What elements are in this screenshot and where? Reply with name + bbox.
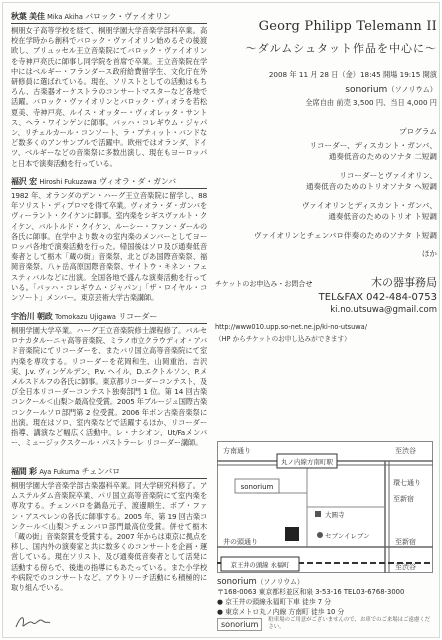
concert-date: 2008 年 11 月 28 日（金）18:45 開場 19:15 開演 bbox=[268, 70, 437, 79]
venue-marker bbox=[285, 527, 299, 541]
access-map bbox=[217, 441, 433, 573]
label-station-eifukucho: 京王井の頭線 永福町 bbox=[230, 562, 290, 569]
performer-roman: Hiroshi Fukuzawa bbox=[39, 178, 97, 186]
label-to-shibuya-bottom: 至渋谷 bbox=[395, 563, 416, 571]
contact-office: 木の器事務局 bbox=[371, 275, 437, 289]
label-honan-dori: 方南通り bbox=[223, 447, 251, 455]
performer-name: 福沢 宏 bbox=[11, 177, 37, 186]
concert-title: Georg Philipp Telemann II bbox=[258, 19, 437, 34]
performer-instrument: ヴィオラ・ダ・ガンバ bbox=[98, 177, 176, 186]
concert-venue bbox=[215, 85, 437, 95]
bio-fukuzawa bbox=[11, 176, 207, 303]
bio-heading bbox=[11, 466, 207, 479]
label-seven-eleven: セブンイレブン bbox=[325, 532, 370, 540]
route-text: 東京メトロ丸ノ内線 方南町 徒歩 10 分 bbox=[225, 608, 345, 616]
event-info bbox=[215, 11, 437, 343]
label-to-shinjuku-mid: 至新宿 bbox=[393, 495, 414, 503]
performer-name: 福間 彩 bbox=[11, 467, 37, 476]
performer-roman: Aya Fukuma bbox=[39, 468, 80, 476]
performer-name: 宇治川 朝政 bbox=[11, 312, 53, 321]
label-daienji: 大圓寺 bbox=[325, 511, 345, 519]
ticket-contact bbox=[215, 274, 437, 343]
bio-akiha bbox=[11, 11, 207, 168]
performer-instrument: リコーダー bbox=[118, 312, 158, 321]
program-title: プログラム bbox=[399, 127, 437, 136]
bio-ujigawa bbox=[11, 311, 207, 458]
label-to-shinjuku-bottom: 至新宿 bbox=[395, 538, 416, 546]
program-piece bbox=[215, 170, 437, 193]
contact-website[interactable]: http://www010.upp.so-net.ne.jp/ki-no-utsuwa/ bbox=[215, 322, 367, 331]
bullet-icon: ● bbox=[217, 608, 226, 616]
bio-heading bbox=[11, 311, 207, 324]
route-text: 京王井の頭線永福町下車 徒歩 7 分 bbox=[225, 598, 332, 606]
parking-note: 駐車場のご用意がございませんので、お車でのご来場はご遠慮ください。 bbox=[268, 617, 431, 630]
performer-roman: Tomokazu Ujigawa bbox=[54, 313, 116, 321]
sonorium-logo: sonorium bbox=[217, 618, 262, 631]
footer bbox=[217, 617, 433, 631]
contact-email[interactable]: ki.no.utsuwa@gmail.com bbox=[330, 304, 437, 315]
label-inokashira-dori: 井の頭通り bbox=[223, 538, 258, 546]
contact-heading bbox=[215, 274, 437, 290]
flyer-sheet bbox=[2, 2, 440, 638]
concert-subtitle: ～ダルムシュタット作品を中心に～ bbox=[245, 42, 437, 55]
contact-tel: TEL&FAX 042-484-0753 bbox=[318, 291, 437, 303]
bio-heading bbox=[11, 176, 207, 189]
contact-label: チケットのお申込み・お問合せ bbox=[215, 279, 313, 288]
contact-web-note: （HP からチケットのお申し込みができます） bbox=[215, 334, 351, 343]
temple-marker bbox=[315, 511, 321, 517]
label-station-honancho: 丸ノ内線方南町駅 bbox=[281, 458, 333, 466]
label-kanshichi: 環七通り bbox=[393, 479, 421, 487]
bio-heading bbox=[11, 11, 207, 24]
program bbox=[215, 126, 437, 260]
venue-address: 〒168-0063 東京都杉並区和泉 3-53-16 TEL03-6768-3000 bbox=[217, 588, 405, 596]
performer-bios bbox=[11, 11, 207, 635]
venue-name-jp: （ソノリウム） bbox=[387, 85, 437, 94]
piece-line: リコーダーとヴァイオリン、 bbox=[339, 170, 437, 180]
route-metro bbox=[217, 607, 433, 617]
bio-text: 桐朋学園大学音楽学部古楽器科卒業。同大学研究科修了。アムステルダム音楽院卒業、パリ国立高等音楽院にて室内楽を専攻する。チェンバロを鍋島元子、渡邊順生、ボブ・ファン・アスペレンの各氏に師事する。2005 年、第 19 回古楽コンクール＜山梨＞チェンバロ部門最高位受賞。併せて栃木「蔵の街」音楽祭賞を受賞する。2007 年からは東京に拠点を移し、国内外の演奏家と共に数多くのコンサートを企画・運営している。現在ソリスト、及び通奏低音奏者として活発に活動する傍らで、後進の指導にもあたっている。また小学校や病院でのコンサートなど、アウトリーチ活動にも積極的に取り組んでいる。 bbox=[11, 481, 207, 593]
bio-fukuma bbox=[11, 466, 207, 627]
program-piece bbox=[215, 200, 437, 223]
piece-line: ヴァイオリンとチェンバロ伴奏のためのソナタ ト短調 bbox=[253, 230, 437, 240]
piece-line: リコーダー、ディスカント・ガンバ、 bbox=[309, 140, 437, 150]
bullet-icon: ● bbox=[217, 598, 226, 606]
performer-name: 秋葉 美佳 bbox=[11, 12, 45, 21]
venue-name: sonorium bbox=[345, 85, 388, 95]
access-venue-name: sonorium bbox=[217, 577, 257, 587]
performer-roman: Mika Akiha bbox=[47, 13, 83, 21]
bio-text: 桐朋女子高等学校を経て、桐朋学園大学音楽学部科卒業。高校在学時から創科でバロック・ヴァイオリン始めるその後渡欧し、ブリュッセル王立音楽院にてバロック・ヴァイオリンを寺神戸亮氏に師事し同学院を首席で卒業。王立音楽院在学中にはベルギー・フランダース政府給費留学生、文化庁在外研修員に選ばれている。現在、ソリストとしての活動はもちろん、古楽器オーケストラのコンサートマスターなど各地で活躍。バロック・ヴァイオリンとバロック・ヴィオラを若松夏美、寺神戸亮、ルイス・オッター・ヴィオレッタ・サントス、ヘラ・ワインゲンに師事。バッハ・コレギウム・ジャパン、リチェルカール・コンソート、ラ・プティット・バンドなど数多くのアンサンブルで活躍中。欧州ではオランダ、ドイツ、ベルギーなどの音楽祭に多数出演し、現在もヨーロッパと日本で演奏活動を行っている。 bbox=[11, 26, 207, 168]
bio-text: 桐朋学園大学卒業。ハーグ王立音楽院修士課程修了。バルセロナカタルーニャ高等音楽院、ミラノ市立クラウディオ・アバド音楽院にてリコーダーを、またバリ国立高等音楽院にて室内楽を専攻する。リコーダーを花岡和生、山岡重治、吉沢実、J.v. ヴィンゲルデン、P.v. ヘイル、D.エクトルソン、P.メメルスドルフの各氏に師事。東京都リコーダーコンテスト、及び全日本リコーダーコンテスト独奏部門 1 位。第 14 回古楽コンクール＜山梨＞最高位受賞。2005 年ブルージュ国際古楽コンクールソロ部門第 2 位受賞。2006 年ボン古楽音楽祭に出演。現在はソロ、室内楽などで活躍するほか、リコーダー指導、講演など幅広く活動中。レ・ナシオン、Ut/Faメンバー、ミュージックスクール・パストラーレ リコーダー講師。 bbox=[11, 326, 207, 448]
label-to-shibuya-top: 至渋谷 bbox=[395, 447, 416, 455]
store-marker bbox=[317, 532, 323, 538]
program-etc: ほか bbox=[421, 249, 437, 258]
ticket-fee: 全席自由 前売 3,500 円、当日 4,000 円 bbox=[305, 98, 437, 107]
access-venue bbox=[217, 577, 433, 587]
program-piece bbox=[215, 230, 437, 242]
piece-line: 通奏低音のためのトリオ ト短調 bbox=[328, 212, 437, 221]
program-piece bbox=[215, 140, 437, 163]
access-venue-jp: （ソノリウム） bbox=[256, 578, 304, 586]
performer-instrument: バロック・ヴァイオリン bbox=[85, 12, 171, 21]
route-keio bbox=[217, 597, 433, 607]
label-sonorium: sonorium bbox=[240, 483, 274, 491]
bio-text: 1982 年、オランダのデン・ハーグ王立音楽院に留学し、88 年ソリスト・ディプロマを得て卒業。ヴィオラ・ダ・ガンバをヴィーラント・クイケンに師事。室内楽をシギスヴァルト・クイケン、バルトルド・クイケン、ルーシー・ファン・ダールの各氏に師事。在学中より数々の室内楽のメンバーとしてヨーロッパ各地で演奏活動を行った。帰国後はソロ及び通奏低音奏者として栃木「蔵の街」音楽祭、北とぴあ国際音楽祭、福岡音楽祭、八ヶ岳高原国際音楽祭、サイトウ・キネン・フェスティバルなどに出演。全国各地で盛んな演奏活動を行っている。「バッハ・コレギウム・ジャパン」「ザ・ロイヤル・コンソート」メンバー。東京芸術大学古楽講師。 bbox=[11, 191, 207, 303]
piece-line: 通奏低音のためのソナタ 二短調 bbox=[328, 152, 437, 161]
signature-icon bbox=[13, 609, 53, 633]
performer-instrument: チェンバロ bbox=[81, 467, 120, 476]
piece-line: 通奏低音のためのトリオソナタ へ短調 bbox=[305, 182, 437, 191]
venue-access bbox=[217, 577, 433, 617]
piece-line: ヴァイオリンとディスカント・ガンバ、 bbox=[301, 200, 437, 210]
